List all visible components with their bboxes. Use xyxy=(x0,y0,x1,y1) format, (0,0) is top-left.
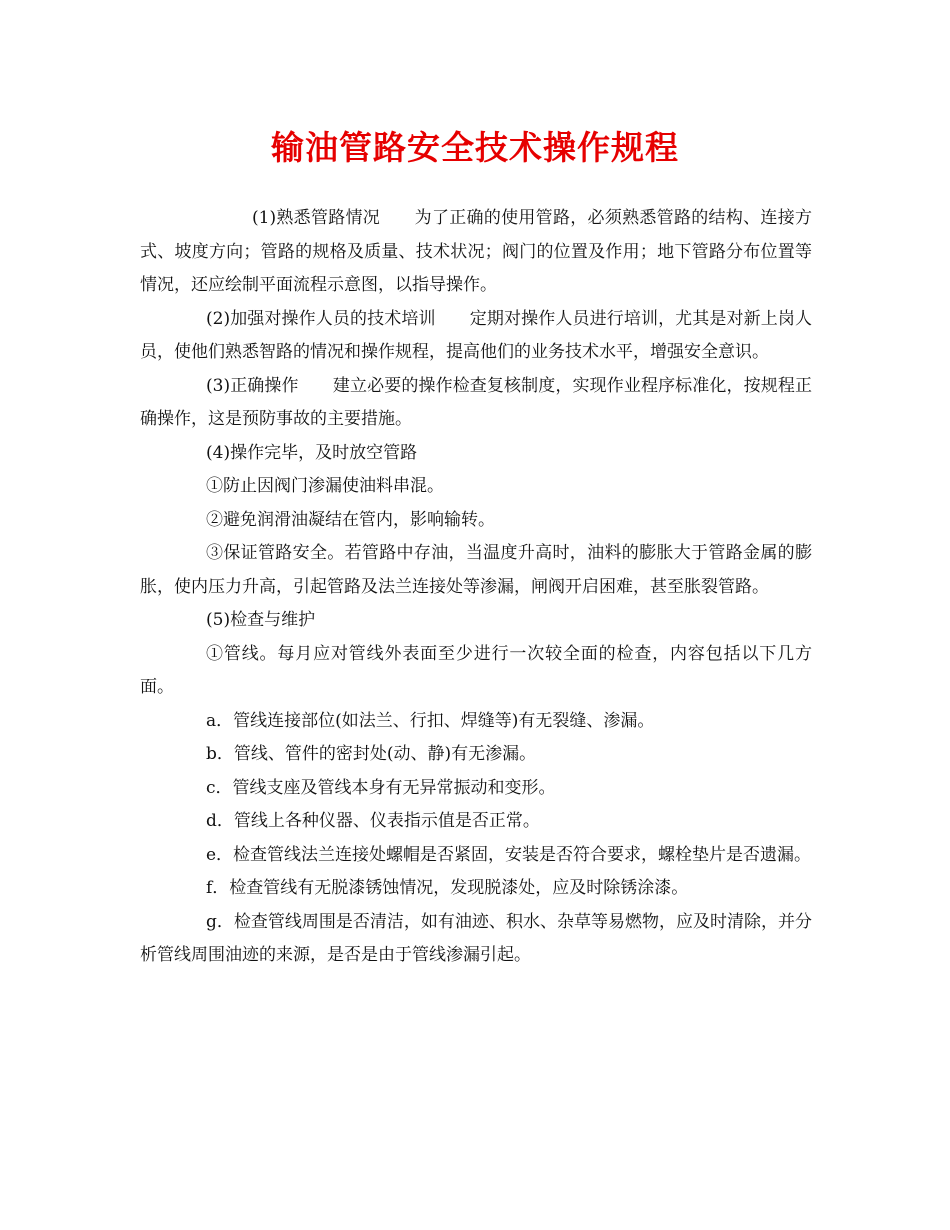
document-title: 输油管路安全技术操作规程 xyxy=(271,128,679,167)
paragraph-6: ②避免润滑油凝结在管内，影响输转。 xyxy=(206,509,495,530)
paragraph-13: d．管线上各种仪器、仪表指示值是否正常。 xyxy=(206,811,540,831)
paragraph-4: (4)操作完毕，及时放空管路 xyxy=(206,442,418,463)
paragraph-9: ①管线。每月应对管线外表面至少进行一次较全面的检查，内容包括以下几方面。 xyxy=(140,643,812,697)
paragraph-1: (1)熟悉管路情况 为了正确的使用管路，必须熟悉管路的结构、连接方式、坡度方向；管路的规格及质量、技术状况；阀门的位置及作用；地下管路分布位置等情况，还应绘制平面流程示意图，以指导操作。 xyxy=(140,208,812,295)
paragraph-7: ③保证管路安全。若管路中存油，当温度升高时，油料的膨胀大于管路金属的膨胀，使内压力升高，引起管路及法兰连接处等渗漏，闸阀开启困难，甚至胀裂管路。 xyxy=(140,543,812,597)
paragraph-11: b．管线、管件的密封处(动、静)有无渗漏。 xyxy=(206,744,537,764)
paragraph-5: ①防止因阀门渗漏使油料串混。 xyxy=(206,476,444,496)
paragraph-8: (5)检查与维护 xyxy=(206,610,316,630)
document-body xyxy=(140,202,812,973)
paragraph-2: (2)加强对操作人员的技术培训 定期对操作人员进行培训，尤其是对新上岗人员，使他们熟悉智路的情况和操作规程，提高他们的业务技术水平，增强安全意识。 xyxy=(140,308,812,362)
paragraph-12: c．管线支座及管线本身有无异常振动和变形。 xyxy=(206,777,556,798)
paragraph-3: (3)正确操作 建立必要的操作检查复核制度，实现作业程序标准化，按规程正确操作，这是预防事故的主要措施。 xyxy=(140,375,812,429)
paragraph-14: e．检查管线法兰连接处螺帽是否紧固，安装是否符合要求，螺栓垫片是否遗漏。 xyxy=(206,844,812,865)
paragraph-10: a．管线连接部位(如法兰、行扣、焊缝等)有无裂缝、渗漏。 xyxy=(206,710,655,731)
paragraph-15: f．检查管线有无脱漆锈蚀情况，发现脱漆处，应及时除锈涂漆。 xyxy=(206,878,689,898)
paragraph-16: g．检查管线周围是否清洁，如有油迹、积水、杂草等易燃物，应及时清除，并分析管线周围油迹的来源，是否是由于管线渗漏引起。 xyxy=(140,911,812,965)
